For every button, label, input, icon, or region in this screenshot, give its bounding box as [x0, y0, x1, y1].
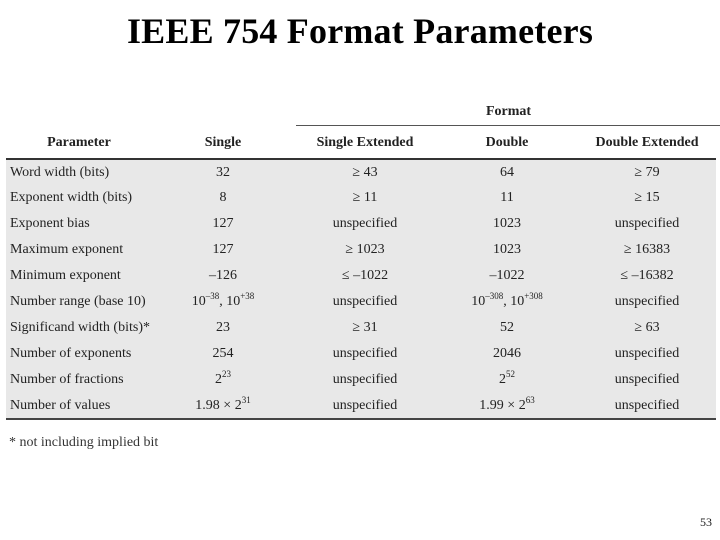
table-row — [6, 185, 716, 211]
table-row — [6, 341, 716, 367]
double-extended-value-cell: unspecified — [614, 346, 680, 361]
column-header-single-extended: Single Extended — [294, 128, 436, 159]
slide-title: IEEE 754 Format Parameters — [126, 11, 594, 51]
superscript-exponent: 31 — [241, 394, 251, 405]
table-header-row — [6, 128, 716, 159]
double-extended-value-cell: ≥ 15 — [634, 190, 660, 205]
double-extended-value-cell: ≥ 79 — [634, 164, 660, 180]
value-text: 2 — [215, 372, 222, 387]
single-value-cell — [152, 393, 294, 419]
single-value-cell: 127 — [212, 242, 234, 257]
double-value-cell: 52 — [500, 320, 514, 335]
table-row — [6, 315, 716, 341]
single-extended-value-cell: unspecified — [332, 294, 398, 309]
single-value-cell — [152, 367, 294, 393]
single-extended-value-cell: ≥ 1023 — [345, 242, 385, 257]
single-value-cell — [152, 289, 294, 315]
double-extended-value-cell: ≤ –16382 — [620, 268, 674, 283]
value-text: 1.99 × 2 — [479, 397, 526, 413]
table-row — [6, 393, 716, 419]
superscript-exponent: +38 — [240, 291, 255, 301]
double-value-cell: 64 — [500, 164, 514, 180]
single-extended-value-cell: ≥ 31 — [352, 320, 378, 335]
single-value-cell: 32 — [216, 164, 230, 180]
superscript-exponent: –308 — [485, 291, 504, 301]
value-text: 1.98 × 2 — [195, 397, 242, 413]
parameter-name-cell: Exponent bias — [10, 216, 90, 231]
parameter-name-cell: Maximum exponent — [10, 242, 124, 257]
value-text: , 10 — [503, 294, 525, 309]
parameter-name-cell: Exponent width (bits) — [10, 190, 133, 205]
column-header-double: Double — [436, 128, 578, 159]
page-number: 53 — [700, 515, 712, 529]
parameter-name-cell: Number range (base 10) — [10, 294, 146, 309]
single-value-cell: 8 — [219, 190, 227, 205]
single-extended-value-cell: ≥ 43 — [352, 164, 378, 180]
double-value-cell: 1023 — [493, 242, 521, 257]
double-value-cell: 11 — [500, 190, 514, 205]
double-value-cell — [436, 393, 578, 419]
column-header-single: Single — [152, 128, 294, 159]
single-extended-value-cell: unspecified — [294, 393, 436, 419]
single-value-cell: –126 — [209, 268, 237, 283]
double-extended-value-cell: unspecified — [578, 393, 716, 419]
double-value-cell: 2046 — [493, 346, 521, 361]
double-value-cell: –1022 — [489, 268, 525, 283]
table-row — [6, 289, 716, 315]
parameter-name-cell: Minimum exponent — [10, 268, 121, 283]
double-value-cell — [436, 367, 578, 393]
double-extended-value-cell: unspecified — [614, 372, 680, 387]
table-row — [6, 211, 716, 237]
parameter-name-cell: Word width (bits) — [10, 164, 110, 180]
single-extended-value-cell: unspecified — [332, 216, 398, 231]
double-extended-value-cell: ≥ 16383 — [623, 242, 671, 257]
parameter-name-cell: Number of fractions — [10, 372, 124, 387]
double-value-cell — [436, 289, 578, 315]
superscript-exponent: 63 — [525, 394, 535, 405]
table-row — [6, 367, 716, 393]
format-group-header: Format — [485, 104, 532, 119]
single-extended-value-cell: unspecified — [332, 346, 398, 361]
table-body — [6, 159, 716, 419]
parameter-name-cell: Significand width (bits)* — [10, 320, 150, 335]
superscript-exponent: 23 — [222, 369, 231, 379]
column-header-parameter: Parameter — [6, 128, 152, 159]
single-value-cell: 127 — [212, 216, 234, 231]
double-value-cell: 1023 — [493, 216, 521, 231]
double-extended-value-cell: unspecified — [614, 216, 680, 231]
column-header-double-extended: Double Extended — [578, 128, 716, 159]
value-text: 2 — [499, 372, 506, 387]
value-text: 10 — [191, 294, 206, 309]
single-extended-value-cell: unspecified — [332, 372, 398, 387]
double-extended-value-cell: ≥ 63 — [634, 320, 660, 335]
single-extended-value-cell: ≥ 11 — [352, 190, 378, 205]
table-row — [6, 159, 716, 185]
single-value-cell: 23 — [216, 320, 230, 335]
table-row — [6, 263, 716, 289]
value-text: 10 — [471, 294, 486, 309]
superscript-exponent: –38 — [205, 291, 220, 301]
table-row — [6, 237, 716, 263]
double-extended-value-cell: unspecified — [614, 294, 680, 309]
superscript-exponent: 52 — [506, 369, 515, 379]
single-value-cell: 254 — [212, 346, 234, 361]
parameter-name-cell: Number of exponents — [10, 346, 132, 361]
value-text: , 10 — [219, 294, 241, 309]
superscript-exponent: +308 — [524, 291, 543, 301]
parameter-name-cell: Number of values — [6, 393, 152, 419]
single-extended-value-cell: ≤ –1022 — [341, 268, 389, 283]
ieee754-parameter-table — [6, 128, 716, 420]
footnote: * not including implied bit — [9, 435, 159, 450]
format-group-rule — [296, 125, 720, 126]
